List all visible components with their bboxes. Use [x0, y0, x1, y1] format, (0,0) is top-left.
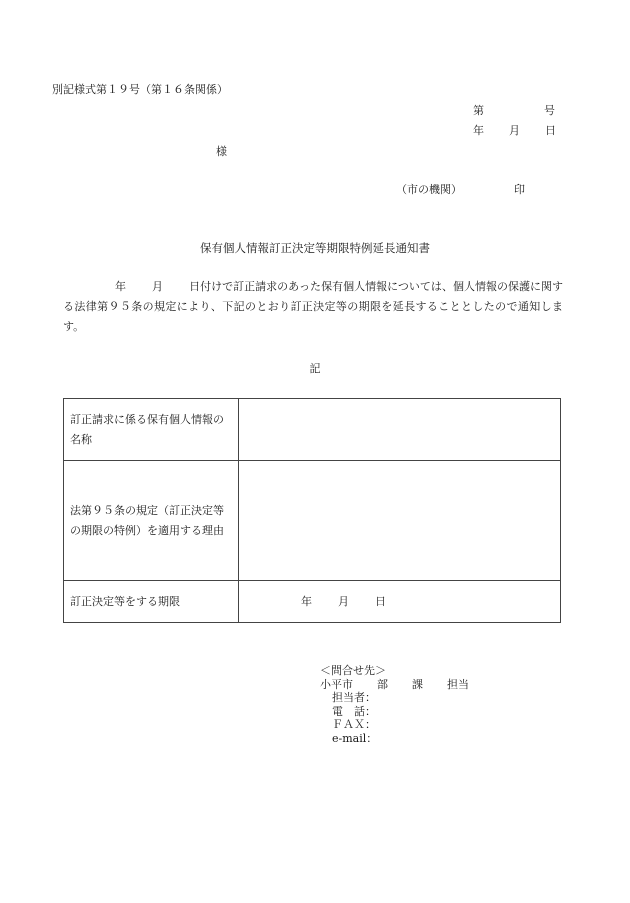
- contact-city: 小平市: [320, 677, 353, 691]
- contact-person-label: 担当者：: [332, 691, 376, 704]
- number-prefix: 第: [473, 104, 484, 117]
- date-day: 日: [545, 124, 556, 137]
- row-value-info-name[interactable]: [239, 399, 561, 461]
- table-row: [64, 581, 561, 623]
- contact-phone: [320, 705, 469, 719]
- form-number: 別記様式第１９号（第１６条関係）: [52, 83, 228, 96]
- row-label-reason: 法第９５条の規定（訂正決定等の期限の特例）を適用する理由: [64, 461, 239, 581]
- contact-email: [320, 732, 469, 746]
- number-suffix: 号: [544, 104, 555, 117]
- seal: 印: [514, 183, 525, 196]
- contact-charge: 担当: [447, 677, 469, 691]
- row-value-reason[interactable]: [239, 461, 561, 581]
- sender-org: （市の機関）: [396, 183, 462, 196]
- contact-person: [320, 691, 469, 705]
- contact-heading: ＜問合せ先＞: [320, 664, 386, 677]
- row-label-info-name: 訂正請求に係る保有個人情報の名称: [64, 399, 239, 461]
- ki-heading: 記: [309, 362, 321, 375]
- contact-phone-label: 電 話：: [332, 704, 376, 718]
- body-text: 日付けで訂正請求のあった保有個人情報については、個人情報の保護に関する法律第９５条の規定により、下記のとおり訂正決定等の期限を延長することとしたので通知します。: [63, 280, 564, 333]
- contact-dept: 部: [377, 677, 388, 691]
- contact-section: 課: [412, 677, 423, 691]
- contact-fax-label: ＦＡＸ：: [332, 718, 376, 731]
- contact-fax: [320, 718, 469, 732]
- deadline-year: 年: [301, 594, 312, 608]
- document-date: [473, 122, 556, 138]
- table-row: [64, 399, 561, 461]
- row-label-deadline: 訂正決定等をする期限: [64, 581, 239, 623]
- row-value-deadline[interactable]: [239, 581, 561, 623]
- sender: [396, 181, 525, 197]
- body-year: 年: [115, 280, 127, 293]
- document-title: 保有個人情報訂正決定等期限特例延長通知書: [200, 241, 430, 255]
- document-number: [473, 102, 555, 118]
- deadline-month: 月: [338, 594, 349, 608]
- contact-email-label: e-mail：: [332, 731, 378, 745]
- contact-dept-line: [320, 678, 469, 692]
- date-year: 年: [473, 124, 484, 137]
- info-table: [63, 398, 561, 623]
- body-month: 月: [152, 280, 164, 293]
- recipient: 様: [216, 145, 227, 158]
- table-row: [64, 461, 561, 581]
- body-paragraph: [63, 277, 563, 337]
- date-month: 月: [509, 124, 520, 137]
- contact-block: [320, 664, 469, 745]
- deadline-day: 日: [375, 594, 386, 608]
